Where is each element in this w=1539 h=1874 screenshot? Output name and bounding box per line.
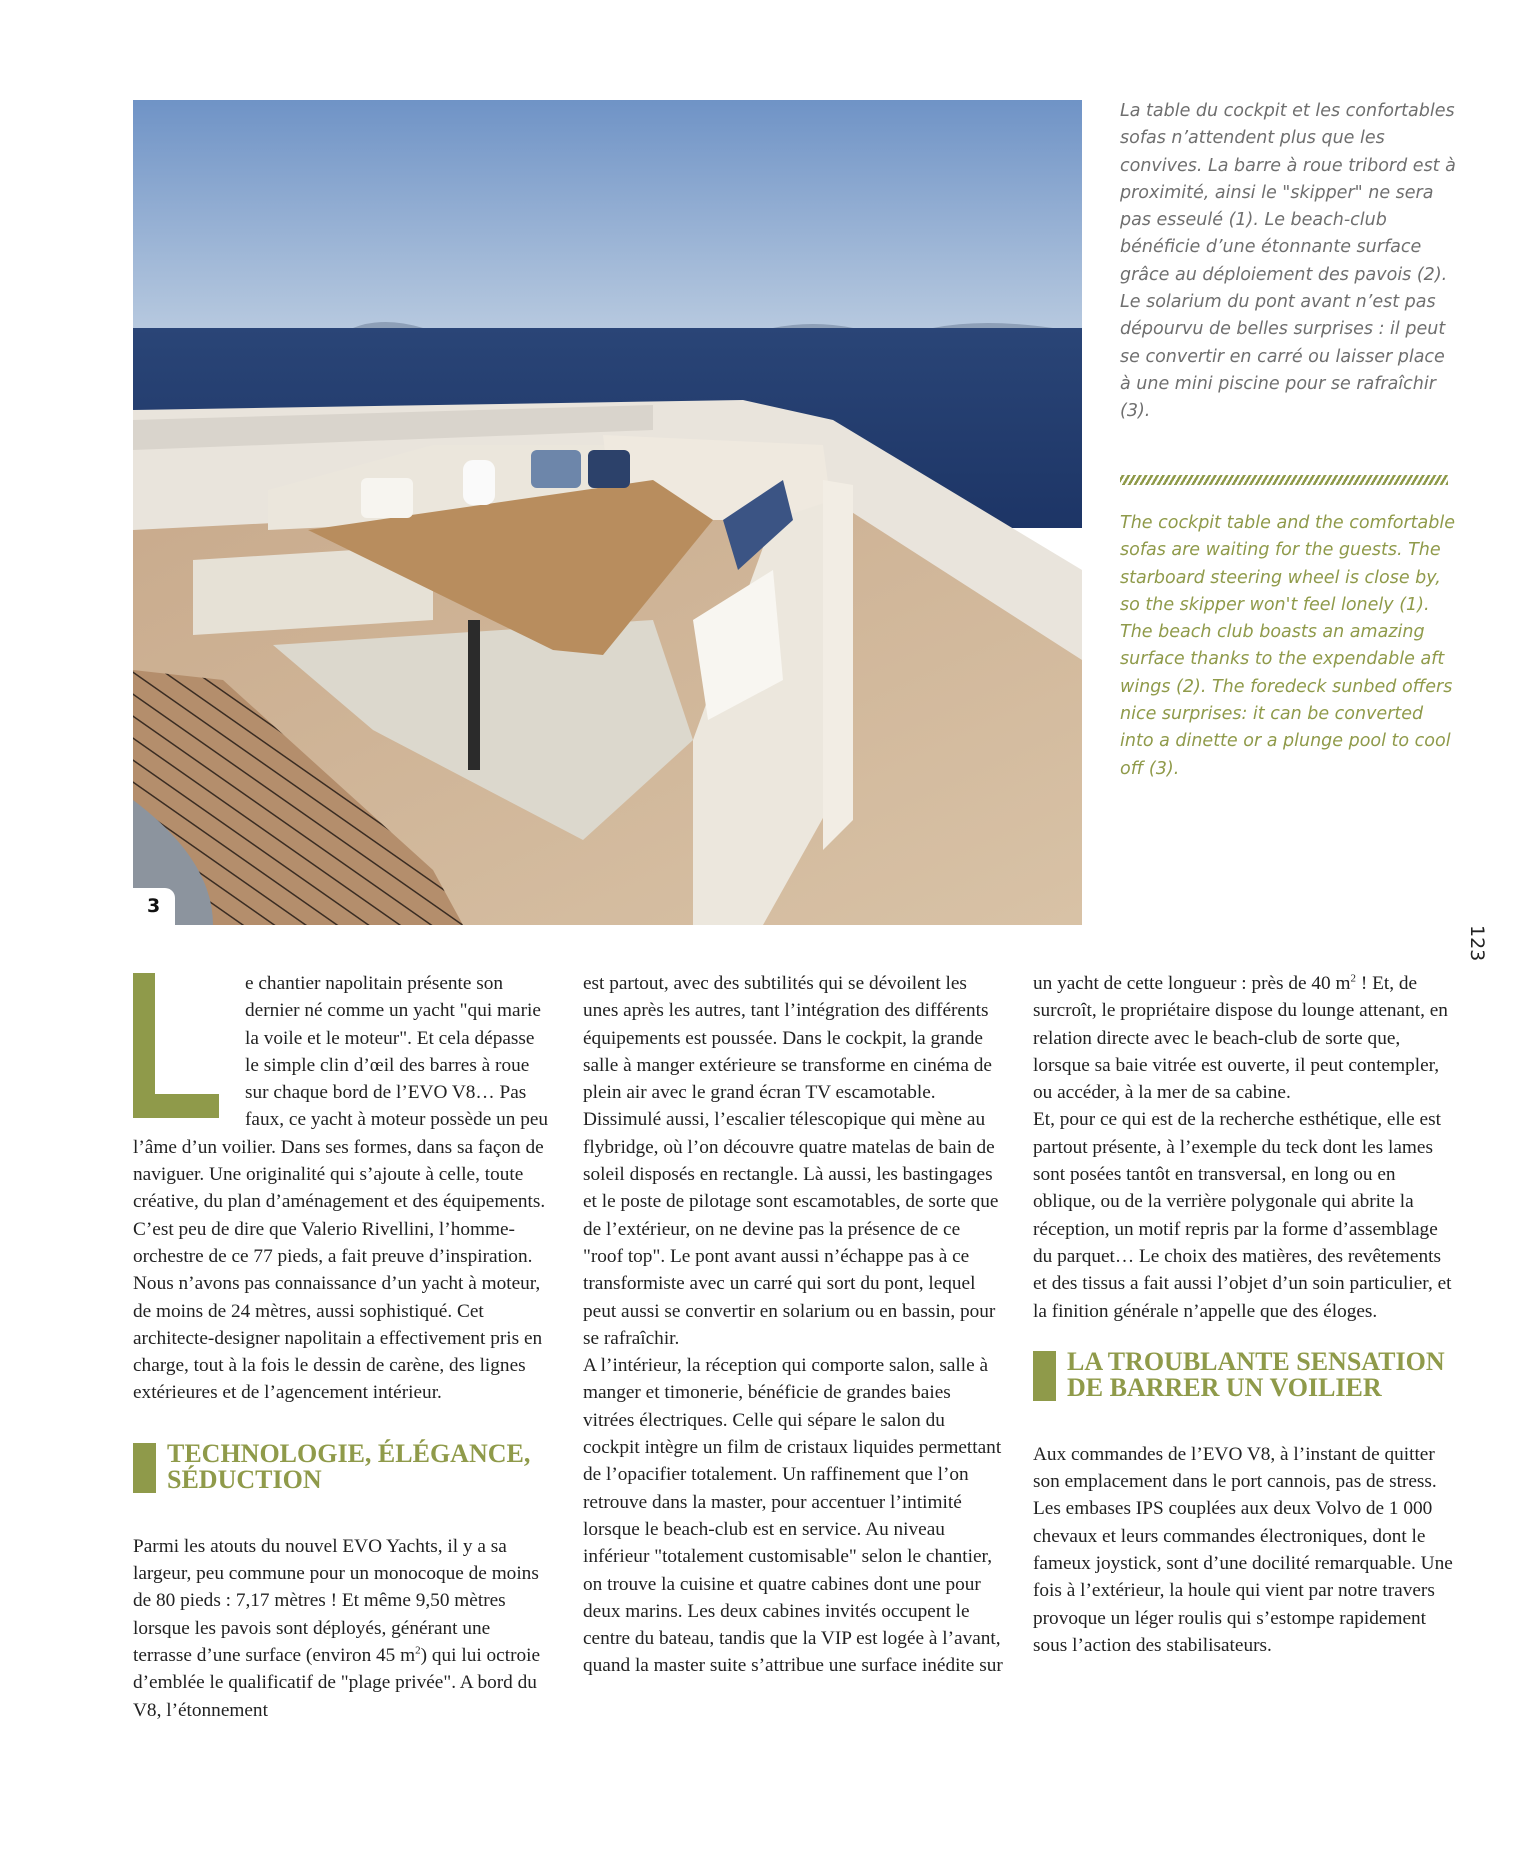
paragraph: est partout, avec des subtilités qui se dévoilent les unes après les autres, tant l’intégration des différents équipements est poussée. Dans le cockpit, la grande salle à manger extérieure se transforme en cinéma de plein air avec le grand écran TV escamotable. Dissimulé aussi, l’escalier télescopique qui mène au flybridge, où l’on découvre quatre matelas de bain de soleil disposés en rectangle. Là aussi, les bastingages et le poste de pilotage sont escamotables, de sorte que de l’extérieur, on ne devine pas la présence de ce "roof top". Le pont avant aussi n’échappe pas à ce transformiste avec un carré qui sort du pont, lequel peut aussi se convertir en solarium ou en bassin, pour se rafraîchir. xyxy=(583,973,999,1349)
yacht-photo xyxy=(133,100,1082,925)
superscript: 2 xyxy=(1350,972,1357,985)
text-run: ) qui lui octroie d’emblée le qualificatif de "plage privée". A bord du V8, l’étonnement xyxy=(133,1644,541,1721)
hatched-divider xyxy=(1120,475,1448,485)
intro-paragraph xyxy=(133,970,553,1407)
superscript: 2 xyxy=(415,1644,421,1657)
page-number: 123 xyxy=(1466,925,1488,962)
section1-paragraph xyxy=(133,1533,553,1724)
text-run: Parmi les atouts du nouvel EVO Yachts, il y a sa largeur, peu commune pour un monocoque de moins de 80 pieds : 7,17 mètres ! Et même 9,50 mètres lorsque les pavois sont déployés, générant une terrasse d’une surface (environ 45 m xyxy=(133,1535,539,1666)
caption-english: The cockpit table and the comfortable sofas are waiting for the guests. The starboard steering wheel is close by, so the skipper won't feel lonely (1). The beach club boasts an amazing surface thanks to the expendable aft wings (2). The foredeck sunbed offers nice surprises: it can be converted into a dinette or a plunge pool to cool off (3). xyxy=(1120,513,1456,779)
sky xyxy=(133,100,1082,330)
paragraph xyxy=(1033,970,1458,1106)
heading-bar xyxy=(133,1443,156,1493)
section-heading-technologie xyxy=(133,1438,553,1494)
intro-text: e chantier napolitain présente son dernier né comme un yacht "qui marie la voile et le moteur". Et cela dépasse le simple clin d’œil des barres à roue sur chaque bord de l’EVO V8… Pas faux, ce yacht à moteur possède un peu l’âme d’un voilier. Dans ses formes, dans sa façon de naviguer. Une originalité qui s’ajoute à celle, toute créative, du plan d’aménagement et des équipements. C’est peu de dire que Valerio Rivellini, l’homme-orchestre de ce 77 pieds, a fait preuve d’inspiration. Nous n’avons pas connaissance d’un yacht à moteur, de moins de 24 mètres, aussi sophistiqué. Cet architecte-designer napolitain a effectivement pris en charge, tout à la fois le dessin de carène, des lignes extérieures et de l’agencement intérieur. xyxy=(133,973,549,1404)
paragraph: Et, pour ce qui est de la recherche esthétique, elle est partout présente, à l’exemple du teck dont les lames sont posées tantôt en transversal, en long ou en oblique, ou de la verrière polygonale qui abrite la réception, un motif repris par la forme d’assemblage du parquet… Le choix des matières, des revêtements et des tissus a fait aussi l’objet d’un soin particulier, et la finition générale n’appelle que des éloges. xyxy=(1033,1109,1452,1322)
article-column-2 xyxy=(583,970,1003,1680)
heading-text: LA TROUBLANTE SENSATION DE BARRER UN VOILIER xyxy=(1067,1346,1445,1402)
yacht-deck-illustration xyxy=(133,100,1082,925)
paragraph: A l’intérieur, la réception qui comporte salon, salle à manger et timonerie, bénéficie de grandes baies vitrées électriques. Celle qui sépare le salon du cockpit intègre un film de cristaux liquides permettant de l’opacifier totalement. Un raffinement que l’on retrouve dans la master, pour accentuer l’intimité lorsque le beach-club est en service. Au niveau inférieur "totalement customisable" selon le chantier, on trouve la cuisine et quatre cabines dont une pour deux marins. Les deux cabines invités occupent le centre du bateau, tandis que la VIP est logée à l’avant, quand la master suite s’attribue une surface inédite sur xyxy=(583,1355,1003,1677)
section2-paragraph: Aux commandes de l’EVO V8, à l’instant de quitter son emplacement dans le port cannois, pas de stress. Les embases IPS couplées aux deux Volvo de 1 000 chevaux et leurs commandes électroniques, dont le fameux joystick, sont d’une docilité remarquable. Une fois à l’extérieur, la houle qui vient par notre travers provoque un léger roulis qui s’estompe rapidement sous l’action des stabilisateurs. xyxy=(1033,1443,1453,1656)
heading-bar xyxy=(1033,1351,1056,1401)
heading-text: TECHNOLOGIE, ÉLÉGANCE, SÉDUCTION xyxy=(167,1438,531,1494)
drop-cap xyxy=(133,973,245,1120)
article-column-1 xyxy=(133,970,553,1724)
article-column-3 xyxy=(1033,970,1458,1659)
text-run: ! Et, de surcroît, le propriétaire dispose du lounge attenant, en relation directe avec le beach-club de sorte que, lorsque sa baie vitrée est ouverte, il peut contempler, ou accéder, à la mer de sa cabine. xyxy=(1033,973,1448,1104)
photo-number-label: 3 xyxy=(133,888,175,925)
text-run: un yacht de cette longueur : près de 40 m xyxy=(1033,973,1351,994)
caption-french: La table du cockpit et les confortables sofas n’attendent plus que les convives. La barre à roue tribord est à proximité, ainsi le "skipper" ne sera pas esseulé (1). Le beach-club bénéficie d’une étonnante surface grâce au déploiement des pavois (2). Le solarium du pont avant n’est pas dépourvu de belles surprises : il peut se convertir en carré ou laisser place à une mini piscine pour se rafraîchir (3). xyxy=(1120,101,1456,422)
section-heading-troublante xyxy=(1033,1346,1458,1402)
